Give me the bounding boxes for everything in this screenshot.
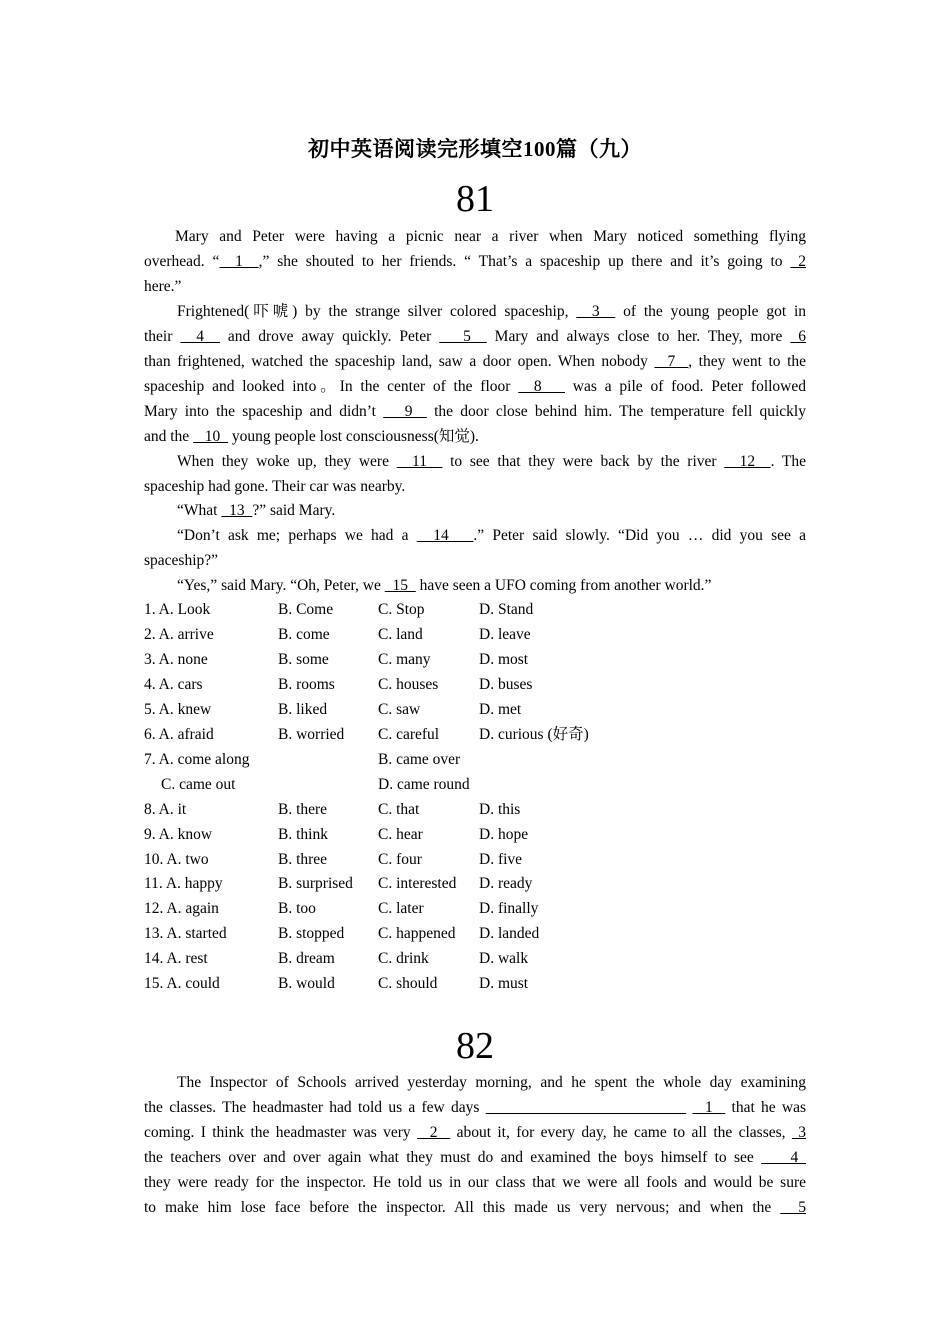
blank: 4	[761, 1148, 806, 1166]
option-item: 3. A. none	[144, 650, 208, 668]
text-line	[144, 249, 806, 274]
text-line	[144, 1195, 806, 1220]
option-item: C. land	[378, 625, 423, 643]
option-item: C. later	[378, 900, 424, 918]
text-segment: that he was	[725, 1098, 807, 1116]
option-item: D. must	[479, 975, 529, 993]
option-item: D. ready	[479, 875, 533, 893]
option-item: D. buses	[479, 675, 533, 693]
option-item: D. curious (好奇)	[479, 725, 589, 743]
text-segment: spaceship had gone. Their car was nearby.	[144, 477, 406, 495]
option-item: D. met	[479, 700, 522, 718]
option-item: D. hope	[479, 825, 529, 843]
text-line	[144, 399, 806, 424]
text-segment: Frightened(吓唬) by the strange silver colored spaceship,	[177, 302, 577, 320]
text-line	[144, 548, 806, 573]
blank	[486, 1099, 686, 1116]
text-line	[144, 1170, 806, 1195]
option-item: C. four	[378, 850, 422, 868]
option-item: D. most	[479, 650, 529, 668]
text-line	[144, 349, 806, 374]
text-line	[144, 424, 806, 449]
text-line	[144, 299, 806, 324]
option-item: 1. A. Look	[144, 601, 211, 618]
text-segment: to make him lose face before the inspector. All this made us very nervous; and when the	[144, 1198, 781, 1216]
text-line	[144, 1095, 806, 1120]
option-item: B. three	[278, 850, 328, 868]
blank: 8	[518, 377, 565, 395]
option-item: B. dream	[278, 950, 335, 968]
text-line	[144, 1145, 806, 1170]
text-segment: , they went to the	[688, 352, 807, 370]
option-item: 12. A. again	[144, 900, 219, 918]
option-item: 2. A. arrive	[144, 625, 214, 643]
text-segment: “Don’t ask me; perhaps we had a	[177, 527, 417, 545]
option-item: D. landed	[479, 925, 540, 943]
text-segment: to see that they were back by the river	[442, 452, 725, 470]
text-segment: spaceship and looked into。In the center of the floor	[144, 377, 519, 395]
text-segment: about it, for every day, he came to all the classes,	[450, 1123, 792, 1141]
option-item: B. too	[278, 900, 316, 918]
text-segment: When they woke up, they were	[177, 452, 397, 470]
option-item: D. five	[479, 850, 523, 868]
blank: 15	[384, 577, 416, 595]
option-item: D. finally	[479, 900, 539, 918]
text-segment: their	[144, 327, 181, 345]
option-item: 15. A. could	[144, 975, 220, 993]
text-segment: “Yes,” said Mary. “Oh, Peter, we	[177, 577, 385, 595]
option-item: B. stopped	[278, 925, 345, 943]
text-segment: Mary into the spaceship and didn’t	[144, 402, 384, 420]
option-item: 4. A. cars	[144, 675, 203, 693]
option-item: C. interested	[378, 875, 457, 893]
text-segment: the classes. The headmaster had told us a few days	[144, 1098, 486, 1116]
passage-number-81: 81	[456, 178, 494, 220]
text-segment: and drove away quickly. Peter	[219, 327, 440, 345]
option-item: B. some	[278, 650, 329, 668]
blank: 14	[416, 527, 474, 545]
option-item: B. there	[278, 800, 328, 818]
blank: 2	[790, 252, 806, 270]
option-item: C. happened	[378, 925, 456, 943]
text-line	[144, 523, 806, 548]
option-item: D. walk	[479, 950, 529, 968]
option-item: D. Stand	[479, 601, 534, 618]
blank: 13	[221, 502, 253, 520]
text-segment: ,” she shouted to her friends. “ That’s a spaceship up there and it’s going to	[258, 252, 791, 270]
text-segment: overhead. “	[144, 252, 220, 270]
page-title: 初中英语阅读完形填空100篇（九）	[308, 137, 642, 161]
option-item: C. houses	[378, 675, 439, 693]
text-segment: “What	[177, 502, 222, 520]
text-line	[144, 274, 806, 299]
blank: 7	[654, 352, 689, 370]
option-item: B. came over	[378, 750, 461, 768]
option-item: B. Come	[278, 601, 334, 618]
text-segment: Mary and always close to her. They, more	[486, 327, 791, 345]
text-segment: they were ready for the inspector. He told us in our class that we were all fools and would be sure	[144, 1173, 806, 1191]
option-item: B. liked	[278, 700, 328, 718]
text-segment: than frightened, watched the spaceship land, saw a door open. When nobody	[144, 352, 655, 370]
text-segment: coming. I think the headmaster was very	[144, 1123, 418, 1141]
option-item: C. drink	[378, 950, 429, 968]
text-segment: of the young people got in	[615, 302, 806, 320]
blank: 3	[576, 302, 616, 320]
text-line	[144, 324, 806, 349]
option-item: 11. A. happy	[144, 875, 223, 893]
option-item: 6. A. afraid	[144, 725, 214, 743]
blank: 4	[180, 327, 220, 345]
text-segment: .” Peter said slowly. “Did you … did you see a	[473, 527, 807, 545]
text-line	[144, 224, 806, 249]
blank: 5	[780, 1198, 806, 1216]
blank: 9	[383, 402, 427, 420]
option-item: C. should	[378, 975, 438, 993]
text-line	[144, 1120, 806, 1145]
option-item: D. this	[479, 800, 521, 818]
option-item: C. saw	[378, 700, 421, 718]
option-item: B. think	[278, 825, 328, 843]
blank: 1	[219, 252, 259, 270]
option-item: C. many	[378, 650, 431, 668]
blank: 12	[724, 452, 771, 470]
text-segment: young people lost consciousness(知觉).	[227, 427, 479, 445]
blank: 3	[791, 1123, 806, 1141]
text-segment: and the	[144, 427, 194, 445]
text-line	[144, 474, 806, 499]
text-line	[144, 1070, 806, 1095]
text-segment: The Inspector of Schools arrived yesterday morning, and he spent the whole day examining	[177, 1074, 806, 1091]
blank: 5	[439, 327, 487, 345]
text-segment: the door close behind him. The temperature fell quickly	[426, 402, 806, 420]
option-item: 7. A. come along	[144, 750, 250, 768]
text-segment: . The	[770, 452, 806, 470]
blank: 6	[790, 327, 806, 345]
blank: 10	[193, 427, 228, 445]
option-item: 8. A. it	[144, 800, 187, 818]
text-line	[144, 498, 806, 523]
option-item: C. careful	[378, 725, 440, 743]
option-item: D. came round	[378, 775, 470, 793]
option-item: 9. A. know	[144, 825, 213, 843]
option-item: B. rooms	[278, 675, 335, 693]
option-item: B. come	[278, 625, 330, 643]
option-item: B. would	[278, 975, 335, 993]
text-segment: here.”	[144, 277, 182, 295]
text-segment: have seen a UFO coming from another world.”	[415, 577, 712, 595]
text-segment: spaceship?”	[144, 552, 219, 570]
option-item: C. hear	[378, 825, 423, 843]
option-item: 10. A. two	[144, 850, 209, 868]
text-line	[144, 374, 806, 399]
option-item: D. leave	[479, 625, 531, 643]
option-item: B. surprised	[278, 875, 353, 893]
option-item: 13. A. started	[144, 925, 227, 943]
text-line	[144, 449, 806, 474]
text-segment: ?” said Mary.	[252, 502, 336, 520]
option-item: B. worried	[278, 725, 345, 743]
blank: 1	[692, 1098, 726, 1116]
blank: 11	[396, 452, 443, 470]
text-segment: the teachers over and over again what they must do and examined the boys himself to see	[144, 1148, 762, 1166]
blank: 2	[417, 1123, 451, 1141]
option-item: 5. A. knew	[144, 700, 212, 718]
passage-number-82: 82	[456, 1025, 494, 1067]
option-item: C. came out	[161, 775, 236, 793]
option-item: 14. A. rest	[144, 950, 208, 968]
text-segment: Mary and Peter were having a picnic near a river when Mary noticed something flying	[175, 228, 806, 245]
option-item: C. that	[378, 800, 420, 818]
option-item: C. Stop	[378, 601, 425, 618]
text-line	[144, 573, 806, 598]
text-segment: was a pile of food. Peter followed	[565, 377, 807, 395]
